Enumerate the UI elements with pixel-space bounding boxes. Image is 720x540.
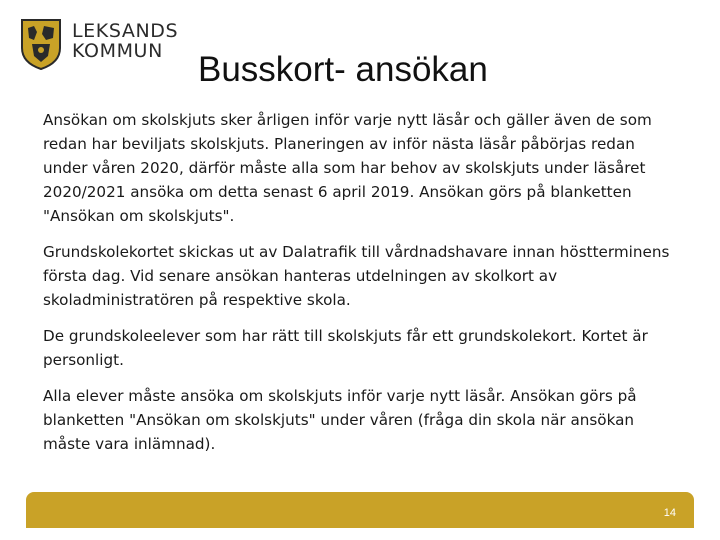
paragraph-personal-card: De grundskoleelever som har rätt till skolskjuts får ett grundskolekort. Kortet är personligt. [43, 327, 648, 369]
paragraph-application: Ansökan om skolskjuts sker årligen inför varje nytt läsår och gäller även de som redan har beviljats skolskjuts. Planeringen av inför nästa läsår påbörjas redan under våren 2020, därför måste alla som har behov av skolskjuts under läsåret 2020/2021 ansöka om detta senast 6 april 2019. Ansökan görs på blanketten "Ansökan om skolskjuts". [43, 111, 652, 225]
logo-line-2: KOMMUN [72, 40, 163, 62]
slide-body [43, 108, 683, 468]
paragraph-card-delivery: Grundskolekortet skickas ut av Dalatrafik till vårdnadshavare innan höstterminens första dag. Vid senare ansökan hanteras utdelningen av skolkort av skoladministratören på respektive skola. [43, 243, 670, 309]
logo-line-1: LEKSANDS [72, 20, 179, 42]
leksands-kommun-logo [20, 18, 180, 74]
footer-bar [26, 492, 694, 528]
page-number: 14 [663, 507, 676, 519]
coat-of-arms-icon [20, 18, 62, 70]
paragraph-all-students: Alla elever måste ansöka om skolskjuts inför varje nytt läsår. Ansökan görs på blanketten "Ansökan om skolskjuts" under våren (fråga din skola när ansökan måste vara inlämnad). [43, 387, 637, 453]
logo-text [72, 21, 178, 61]
slide-title: Busskort- ansökan [198, 50, 488, 89]
